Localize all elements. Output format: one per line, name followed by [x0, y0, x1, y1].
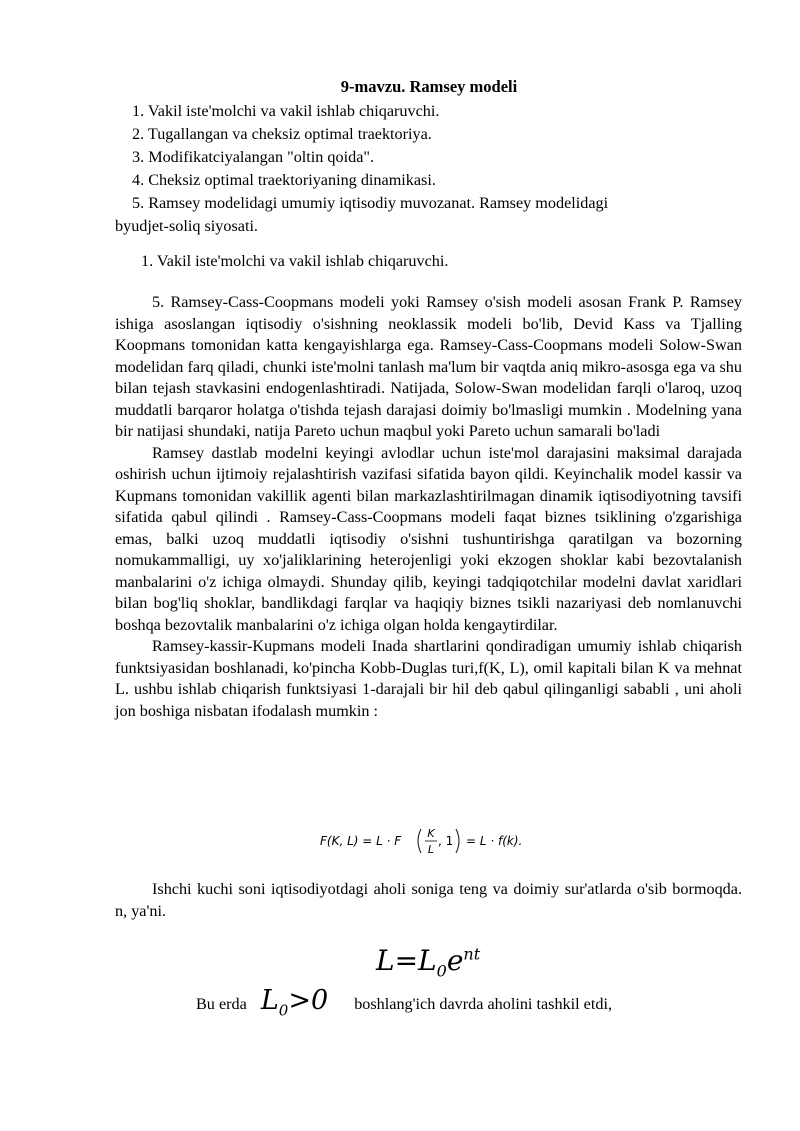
outline-item-continuation: byudjet-soliq siyosati. — [115, 217, 258, 235]
outline-item: 2. Tugallangan va cheksiz optimal traektoriya. — [132, 125, 432, 143]
body-text — [115, 292, 742, 722]
symbol-subscript: 0 — [278, 1001, 289, 1020]
fraction-numerator: K — [427, 827, 435, 840]
formula-rhs: = L · f(k). — [466, 834, 523, 848]
definition-prefix: Bu erda — [196, 995, 247, 1013]
formula-base: e — [446, 944, 464, 977]
labor-growth-formula — [376, 944, 480, 981]
topic-outline — [115, 100, 755, 238]
formula-lhs: F(K, L) = L · F — [320, 834, 402, 848]
section-heading: 1. Vakil iste'molchi va vakil ishlab chiqaruvchi. — [141, 252, 449, 270]
paragraph: Ramsey-kassir-Kupmans modeli Inada shartlarini qondiradigan umumiy ishlab chiqarish funktsiyasidan boshlanadi, ko'pincha Kobb-Duglas turi,f(K, L), omil kapitali bilan K va mehnat L. ushbu ishlab chiqarish funktsiyasi 1-darajali bir hil deb qabul qilinganligi sababli , uni aholi jon boshiga nisbatan ifodalash mumkin : — [115, 637, 742, 720]
paragraph: Ramsey dastlab modelni keyingi avlodlar uchun iste'mol darajasini maksimal darajada oshirish uchun ijtimoiy rejalashtirish vazifasi sifatida bayon qildi. Keyinchalik model kassir va Kupmans tomonidan vakillik agenti bilan markazlashtirilmagan dinamik iqtisodiyotning tavsifi sifatida qabul qilindi . Ramsey-Cass-Coopmans modeli faqat biznes tsiklining o'zgarishiga emas, balki uzoq muddatli iqtisodiy o'sishni tushuntirishga qaratilgan va bozorning nomukammalligi, uy xo'jaliklarining heterojenligi yoki ekzogen shoklar kabi bezovtalanish manbalarini o'z ichiga olmaydi. Shunday qilib, keyingi tadqiqotchilar modelni davlat xaridlari bilan bog'liq shoklar, bandlikdagi farqlar va haqiqiy biznes tsikli nazariyasi deb nomlanuvchi boshqa bezovtalik manbalarini o'z ichiga olgan holda kengaytirdilar. — [115, 443, 742, 634]
formula-graphic — [318, 823, 558, 859]
paragraph: 5. Ramsey-Cass-Coopmans modeli yoki Ramsey o'sish modeli asosan Frank P. Ramsey ishiga asoslangan iqtisodiy o'sishning neoklassik modeli bo'lib, Devid Kass va Tjalling Koopmans tomonidan katta kengayishlarga ega. Ramsey-Cass-Coopmans modeli Solow-Swan modelidan farq qiladi, chunki iste'molni tanlash ma'lum bir vaqtda aniq mikro-asosga ega va shu bilan tejash stavkasini endogenlashtiradi. Natijada, Solow-Swan modelidan farqli o'laroq, uzoq muddatli barqaror holatga o'tishda tejash darajasi doimiy bo'lmasligi mumkin . Modelning yana bir natijasi shundaki, natija Pareto uchun maqbul yoki Pareto uchun samarali bo'ladi — [115, 293, 742, 440]
definition-line — [196, 985, 612, 1019]
production-function-formula — [318, 823, 558, 859]
paragraph: Ishchi kuchi soni iqtisodiyotdagi aholi soniga teng va doimiy sur'atlarda o'sib bormoqda. n, ya'ni. — [115, 880, 742, 920]
outline-item: 3. Modifikatciyalangan "oltin qoida". — [132, 148, 375, 166]
formula-subscript: 0 — [436, 961, 447, 981]
body-text-2 — [115, 878, 742, 922]
definition-suffix: boshlang'ich davrda aholini tashkil etdi, — [354, 995, 613, 1013]
formula-after-fraction: , 1 — [438, 834, 454, 848]
outline-item: 1. Vakil iste'molchi va vakil ishlab chiqaruvchi. — [132, 102, 440, 120]
initial-population-symbol — [260, 985, 329, 1020]
outline-item: 4. Cheksiz optimal traektoriyaning dinamikasi. — [132, 171, 436, 189]
fraction-denominator: L — [427, 843, 435, 856]
page-title: 9-mavzu. Ramsey modeli — [340, 77, 518, 96]
formula-lhs: L=L — [376, 944, 437, 977]
symbol-letter: L — [260, 985, 279, 1016]
outline-item: 5. Ramsey modelidagi umumiy iqtisodiy muvozanat. Ramsey modelidagi — [132, 194, 609, 212]
symbol-relation: >0 — [288, 985, 329, 1016]
formula-exponent: nt — [463, 944, 481, 964]
